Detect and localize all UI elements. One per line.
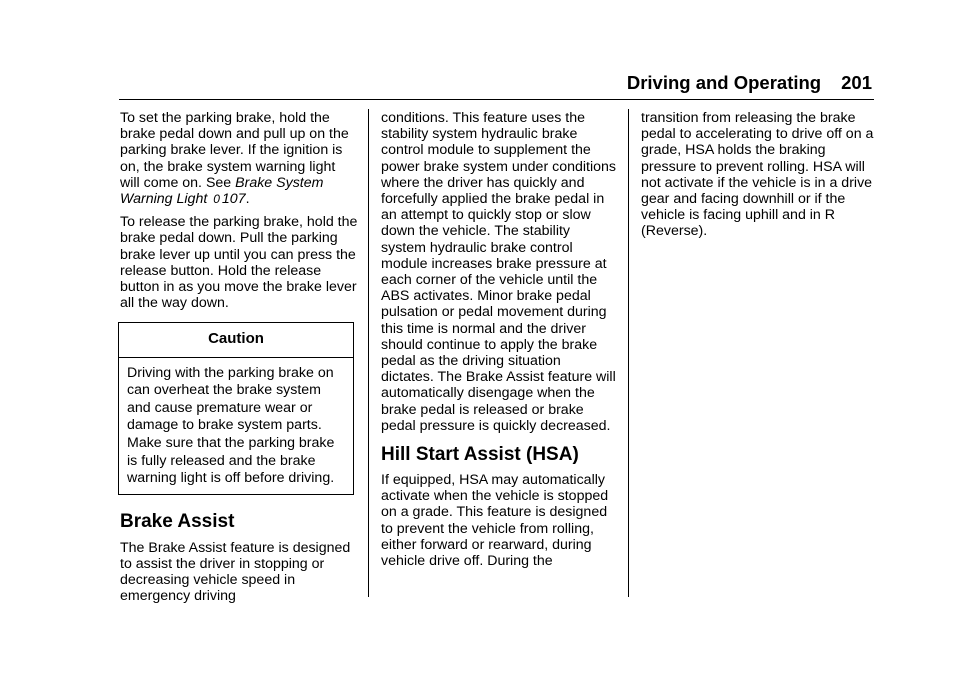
section-title: Driving and Operating bbox=[626, 72, 822, 93]
column-divider bbox=[628, 109, 629, 597]
paragraph-set-parking-brake: To set the parking brake, hold the brake pedal down and pull up on the parking brake lever. If the ignition is on, the brake system warning light will come on. See Brake System Warning Light 0 107. bbox=[120, 110, 349, 208]
paragraph-brake-assist-continued: conditions. This feature uses the stability system hydraulic brake control module to supplement the power brake system under conditions where the driver has quickly and forcefully applied the brake pedal in an attempt to quickly stop or slow down the vehicle. The stability system hydraulic brake control module increases brake pressure at each corner of the vehicle until the ABS activates. Minor brake pedal pulsation or pedal movement during this time is normal and the driver should continue to apply the brake pedal as the driving situation dictates. The Brake Assist feature will automatically disengage when the brake pedal is released or brake pedal pressure is quickly decreased. bbox=[381, 110, 617, 434]
heading-hill-start-assist: Hill Start Assist (HSA) bbox=[381, 444, 579, 466]
column-2 bbox=[381, 110, 617, 576]
column-3 bbox=[641, 110, 877, 247]
paragraph-brake-assist: The Brake Assist feature is designed to assist the driver in stopping or decreasing vehicle speed in emergency driving bbox=[120, 539, 351, 605]
page-number: 201 bbox=[841, 72, 872, 93]
heading-brake-assist: Brake Assist bbox=[120, 510, 235, 532]
caution-text: Driving with the parking brake on can overheat the brake system and cause premature wear or damage to brake system parts. Make sure that the parking brake is fully released and the brake warning light is off before driving. bbox=[127, 364, 335, 487]
header-rule bbox=[119, 99, 874, 100]
caution-title: Caution bbox=[119, 323, 353, 357]
caution-box bbox=[118, 322, 354, 494]
page-header bbox=[627, 72, 872, 94]
cross-reference-icon: 0 bbox=[213, 192, 220, 207]
column-1 bbox=[120, 110, 358, 612]
paragraph-hill-start-assist-continued: transition from releasing the brake pedal to accelerating to drive off on a grade, HSA holds the braking pressure to prevent rolling. HSA will not activate if the vehicle is in a drive gear and facing downhill or if the vehicle is facing uphill and in R (Reverse). bbox=[641, 110, 874, 240]
paragraph-hill-start-assist: If equipped, HSA may automatically activate when the vehicle is stopped on a grade. This feature is designed to prevent the vehicle from rolling, either forward or rearward, during vehicle drive off. During the bbox=[381, 472, 609, 570]
cross-reference-link[interactable]: Brake System Warning Light 0 107 bbox=[120, 174, 324, 208]
column-divider bbox=[368, 109, 369, 597]
paragraph-release-parking-brake: To release the parking brake, hold the brake pedal down. Pull the parking brake lever up until you can press the release button. Hold the release button in as you move the brake lever all the way down. bbox=[120, 214, 358, 312]
